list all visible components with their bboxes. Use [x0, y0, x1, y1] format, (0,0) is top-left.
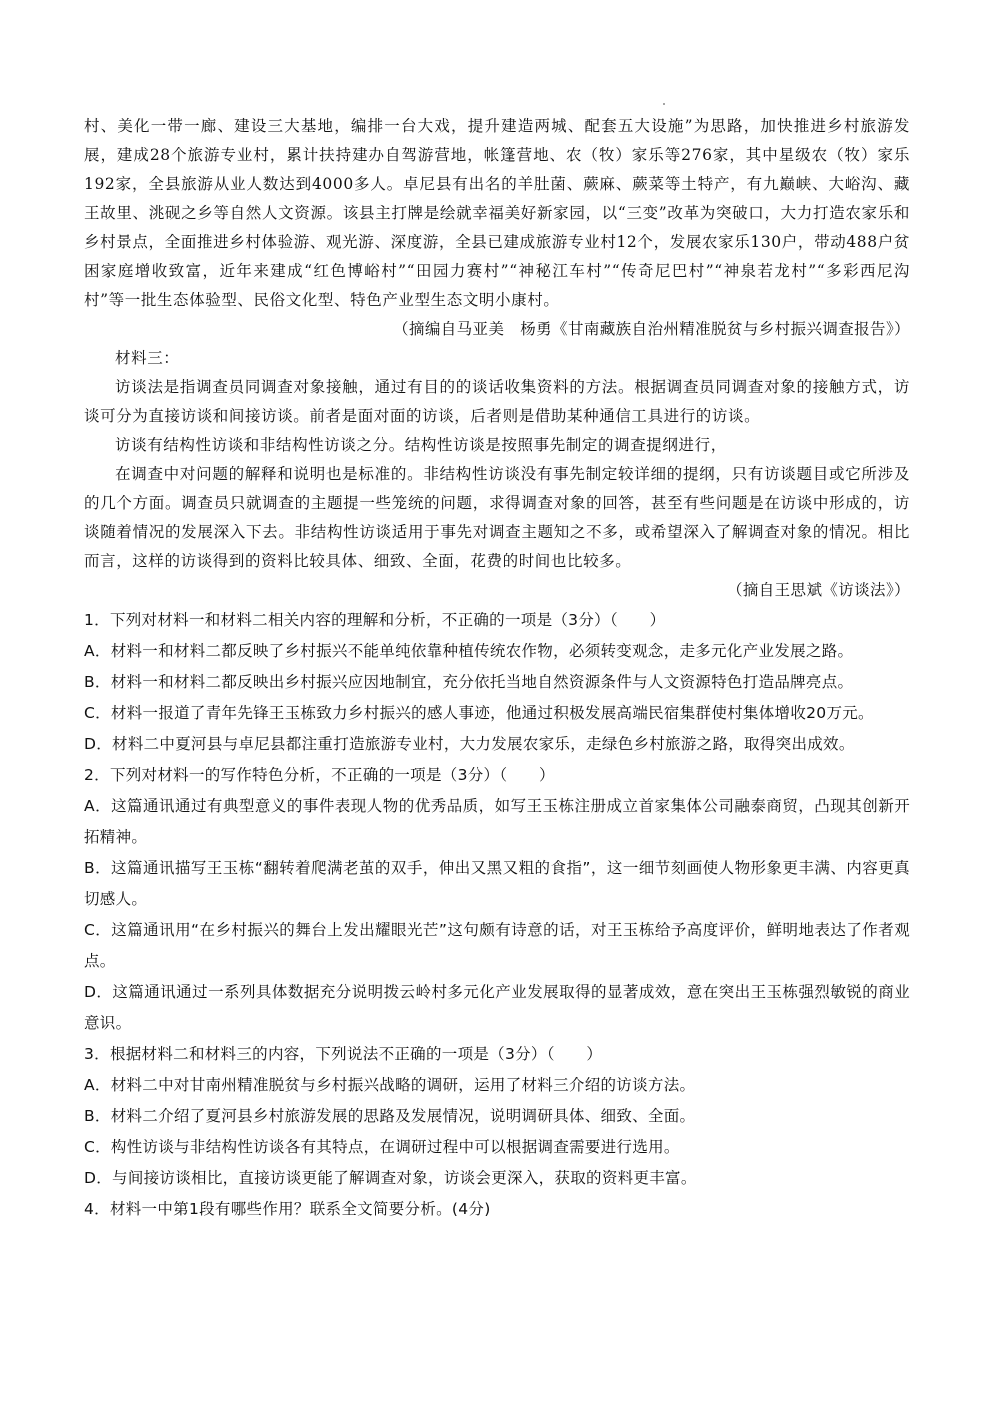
question-2	[84, 760, 910, 1039]
option-a: A．材料二中对甘南州精准脱贫与乡村振兴战略的调研，运用了材料三介绍的访谈方法。	[84, 1076, 696, 1094]
material3-source: （摘自王思斌《访谈法》）	[726, 581, 910, 599]
option-c: C．构性访谈与非结构性访谈各有其特点，在调研过程中可以根据调查需要进行选用。	[84, 1138, 680, 1156]
question-4	[84, 1194, 910, 1225]
option-d: D．材料二中夏河县与卓尼县都注重打造旅游专业村，大力发展农家乐，走绿色乡村旅游之路，取得突出成效。	[84, 735, 855, 753]
material3-paragraph-3: 在调查中对问题的解释和说明也是标准的。非结构性访谈没有事先制定较详细的提纲，只有访谈题目或它所涉及的几个方面。调查员只就调查的主题提一些笼统的问题，求得调查对象的回答，甚至有些问题是在访谈中形成的，访谈随着情况的发展深入下去。非结构性访谈适用于事先对调查主题知之不多，或希望深入了解调查对象的情况。相比而言，这样的访谈得到的资料比较具体、细致、全面，花费的时间也比较多。	[84, 465, 910, 570]
question-stem: 2．下列对材料一的写作特色分析，不正确的一项是（3分）（ ）	[84, 766, 555, 784]
material2-tail-paragraph: 村、美化一带一廊、建设三大基地，编排一台大戏，提升建造两城、配套五大设施”为思路，加快推进乡村旅游发展，建成28个旅游专业村，累计扶持建办自驾游营地，帐篷营地、农（牧）家乐等276家，其中星级农（牧）家乐192家，全县旅游从业人数达到4000多人。卓尼县有出名的羊肚菌、蕨麻、蕨菜等土特产，有九巅峡、大峪沟、藏王故里、洮砚之乡等自然人文资源。该县主打牌是绘就幸福美好新家园，以“三变”改革为突破口，大力打造农家乐和乡村景点，全面推进乡村体验游、观光游、深度游，全县已建成旅游专业村12个，发展农家乐130户，带动488户贫困家庭增收致富，近年来建成“红色博峪村”“田园力赛村”“神秘江车村”“传奇尼巴村”“神泉若龙村”“多彩西尼沟村”等一批生态体验型、民俗文化型、特色产业型生态文明小康村。	[84, 117, 910, 309]
option-c: C．这篇通讯用“在乡村振兴的舞台上发出耀眼光芒”这句颇有诗意的话，对王玉栋给予高度评价，鲜明地表达了作者观点。	[84, 921, 910, 970]
material2-source: （摘编自马亚美 杨勇《甘南藏族自治州精准脱贫与乡村振兴调查报告》）	[393, 320, 910, 338]
material3-paragraph-1: 访谈法是指调查员同调查对象接触，通过有目的的谈话收集资料的方法。根据调查员同调查对象的接触方式，访谈可分为直接访谈和间接访谈。前者是面对面的访谈，后者则是借助某种通信工具进行的访谈。	[84, 378, 910, 425]
option-c: C．材料一报道了青年先锋王玉栋致力乡村振兴的感人事迹，他通过积极发展高端民宿集群使村集体增收20万元。	[84, 704, 874, 722]
option-b: B．这篇通讯描写王玉栋“翻转着爬满老茧的双手，伸出又黑又粗的食指”，这一细节刻画使人物形象更丰满、内容更真切感人。	[84, 859, 910, 908]
option-b: B．材料二介绍了夏河县乡村旅游发展的思路及发展情况，说明调研具体、细致、全面。	[84, 1107, 696, 1125]
question-3	[84, 1039, 910, 1194]
material3-label: 材料三：	[115, 349, 180, 367]
material3-paragraph-2: 访谈有结构性访谈和非结构性访谈之分。结构性访谈是按照事先制定的调查提纲进行，	[115, 436, 727, 454]
option-a: A．这篇通讯通过有典型意义的事件表现人物的优秀品质，如写王玉栋注册成立首家集体公司融泰商贸，凸现其创新开拓精神。	[84, 797, 910, 846]
scan-speck	[663, 103, 665, 105]
option-d: D．与间接访谈相比，直接访谈更能了解调查对象，访谈会更深入，获取的资料更丰富。	[84, 1169, 697, 1187]
option-a: A．材料一和材料二都反映了乡村振兴不能单纯依靠种植传统农作物，必须转变观念，走多元化产业发展之路。	[84, 642, 854, 660]
question-stem: 3．根据材料二和材料三的内容，下列说法不正确的一项是（3分）（ ）	[84, 1045, 603, 1063]
question-stem: 1．下列对材料一和材料二相关内容的理解和分析，不正确的一项是（3分）（ ）	[84, 611, 666, 629]
question-1	[84, 605, 910, 760]
exam-page	[84, 112, 910, 1225]
question-stem: 4．材料一中第1段有哪些作用？联系全文简要分析。(4分)	[84, 1200, 491, 1218]
option-d: D．这篇通讯通过一系列具体数据充分说明拨云岭村多元化产业发展取得的显著成效，意在突出王玉栋强烈敏锐的商业意识。	[84, 983, 910, 1032]
option-b: B．材料一和材料二都反映出乡村振兴应因地制宜，充分依托当地自然资源条件与人文资源特色打造品牌亮点。	[84, 673, 854, 691]
